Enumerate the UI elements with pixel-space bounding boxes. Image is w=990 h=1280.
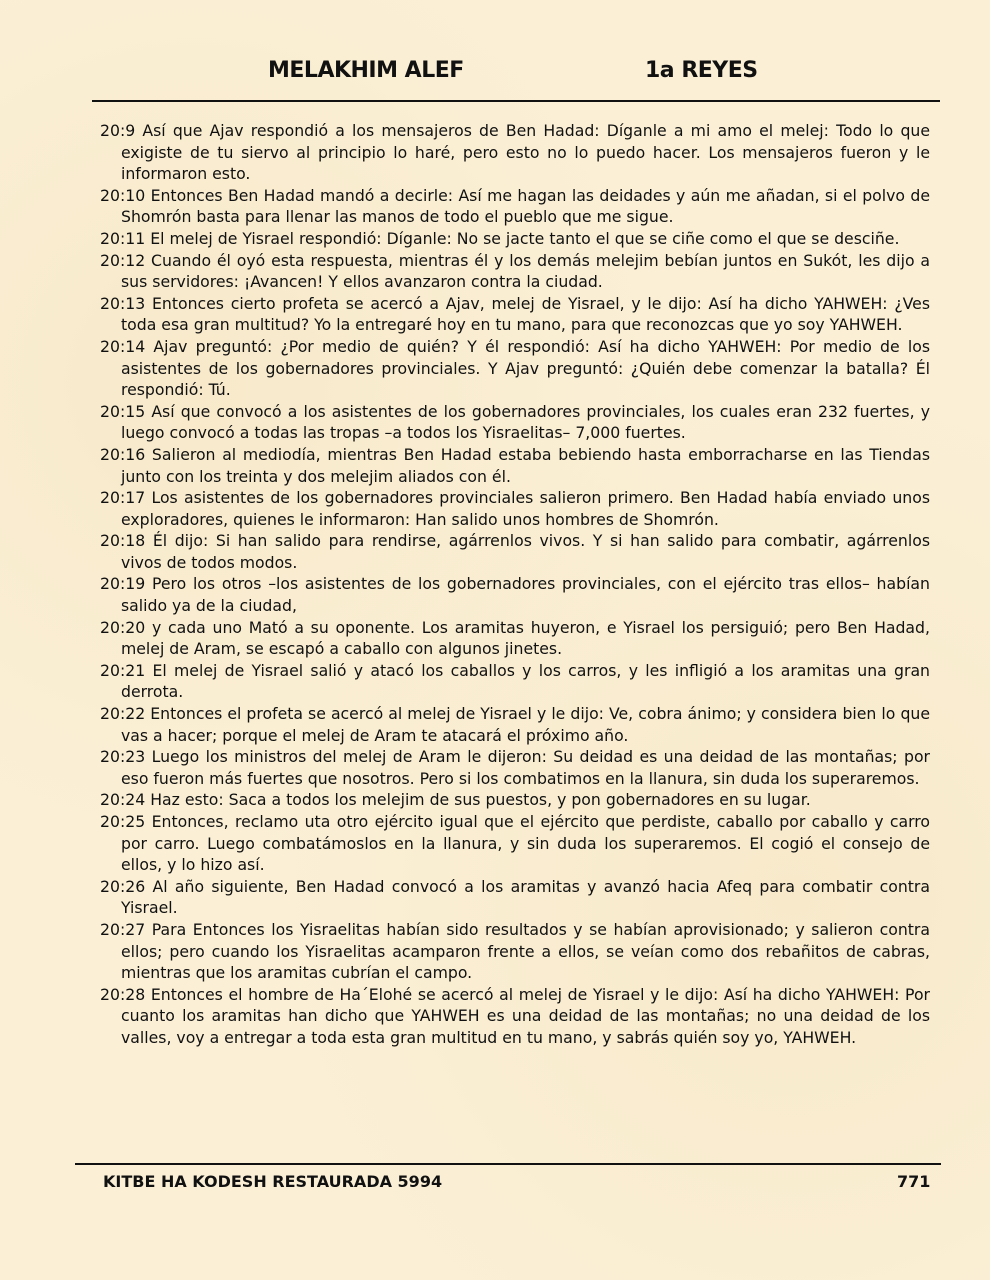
- verse-20-23: 20:23 Luego los ministros del melej de Aram le dijeron: Su deidad es una deidad de las montañas; por eso fueron más fuertes que nosotros. Pero si los combatimos en la llanura, sin duda los superaremos.: [100, 747, 930, 788]
- verse-20-9: 20:9 Así que Ajav respondió a los mensajeros de Ben Hadad: Díganle a mi amo el melej: Todo lo que exigiste de tu siervo al principio lo haré, pero esto no lo puedo hacer. Los mensajeros fueron y le informaron esto.: [100, 121, 930, 184]
- verse-20-22: 20:22 Entonces el profeta se acercó al melej de Yisrael y le dijo: Ve, cobra ánimo; y considera bien lo que vas a hacer; porque el melej de Aram te atacará el próximo año.: [100, 704, 930, 745]
- verse-list: [100, 120, 930, 1049]
- verse-20-24: 20:24 Haz esto: Saca a todos los melejim de sus puestos, y pon gobernadores en su lugar.: [100, 790, 811, 810]
- page-number: 771: [897, 1172, 931, 1191]
- footer-book-title: KITBE HA KODESH RESTAURADA 5994: [103, 1172, 443, 1191]
- verse-20-10: 20:10 Entonces Ben Hadad mandó a decirle: Así me hagan las deidades y aún me añadan, si el polvo de Shomrón basta para llenar las manos de todo el pueblo que me sigue.: [100, 185, 930, 227]
- header-rule: [92, 100, 940, 102]
- verse-20-26: 20:26 Al año siguiente, Ben Hadad convocó a los aramitas y avanzó hacia Afeq para combatir contra Yisrael.: [100, 876, 930, 918]
- footer-rule: [75, 1163, 941, 1165]
- verse-20-17: 20:17 Los asistentes de los gobernadores provinciales salieron primero. Ben Hadad había enviado unos exploradores, quienes le informaron: Han salido unos hombres de Shomrón.: [100, 488, 930, 529]
- header-book-title: MELAKHIM ALEF: [268, 58, 464, 83]
- verse-20-19: 20:19 Pero los otros –los asistentes de los gobernadores provinciales, con el ejército tras ellos– habían salido ya de la ciudad,: [100, 574, 930, 616]
- header-spanish-title: 1a REYES: [645, 58, 758, 83]
- verse-20-27: 20:27 Para Entonces los Yisraelitas habían sido resultados y se habían aprovisionado; y salieron contra ellos; pero cuando los Yisraelitas acamparon frente a ellos, se veían como dos rebañitos de cabras, mientras que los aramitas cubrían el campo.: [100, 919, 930, 983]
- verse-20-12: 20:12 Cuando él oyó esta respuesta, mientras él y los demás melejim bebían juntos en Sukót, les dijo a sus servidores: ¡Avancen! Y ellos avanzaron contra la ciudad.: [100, 250, 930, 292]
- verse-20-20: 20:20 y cada uno Mató a su oponente. Los aramitas huyeron, e Yisrael los persiguió; pero Ben Hadad, melej de Aram, se escapó a caballo con algunos jinetes.: [100, 617, 930, 659]
- verse-20-25: 20:25 Entonces, reclamo uta otro ejército igual que el ejército que perdiste, caballo por caballo y carro por carro. Luego combatámoslos en la llanura, y sin duda los superaremos. El cogió el consejo de ellos, y lo hizo así.: [100, 812, 930, 875]
- verse-20-11: 20:11 El melej de Yisrael respondió: Díganle: No se jacte tanto el que se ciñe como el que se desciñe.: [100, 228, 900, 248]
- verse-20-14: 20:14 Ajav preguntó: ¿Por medio de quién? Y él respondió: Así ha dicho YAHWEH: Por medio de los asistentes de los gobernadores provinciales. Y Ajav preguntó: ¿Quién debe comenzar la batalla? Él respondió: Tú.: [100, 336, 930, 400]
- verse-20-28: 20:28 Entonces el hombre de Ha´Elohé se acercó al melej de Yisrael y le dijo: Así ha dicho YAHWEH: Por cuanto los aramitas han dicho que YAHWEH es una deidad de las montañas; no una deidad de los valles, voy a entregar a toda esta gran multitud en tu mano, y sabrás quién soy yo, YAHWEH.: [100, 984, 930, 1047]
- verse-20-18: 20:18 Él dijo: Si han salido para rendirse, agárrenlos vivos. Y si han salido para combatir, agárrenlos vivos de todos modos.: [100, 531, 930, 572]
- verse-20-21: 20:21 El melej de Yisrael salió y atacó los caballos y los carros, y les infligió a los aramitas una gran derrota.: [100, 660, 930, 702]
- verse-20-16: 20:16 Salieron al mediodía, mientras Ben Hadad estaba bebiendo hasta emborracharse en las Tiendas junto con los treinta y dos melejim aliados con él.: [100, 444, 930, 486]
- page-header: [0, 58, 990, 92]
- verse-20-15: 20:15 Así que convocó a los asistentes de los gobernadores provinciales, los cuales eran 232 fuertes, y luego convocó a todas las tropas –a todos los Yisraelitas– 7,000 fuertes.: [100, 401, 930, 443]
- verse-20-13: 20:13 Entonces cierto profeta se acercó a Ajav, melej de Yisrael, y le dijo: Así ha dicho YAHWEH: ¿Ves toda esa gran multitud? Yo la entregaré hoy en tu mano, para que reconozcas que yo soy YAHWEH.: [100, 293, 930, 335]
